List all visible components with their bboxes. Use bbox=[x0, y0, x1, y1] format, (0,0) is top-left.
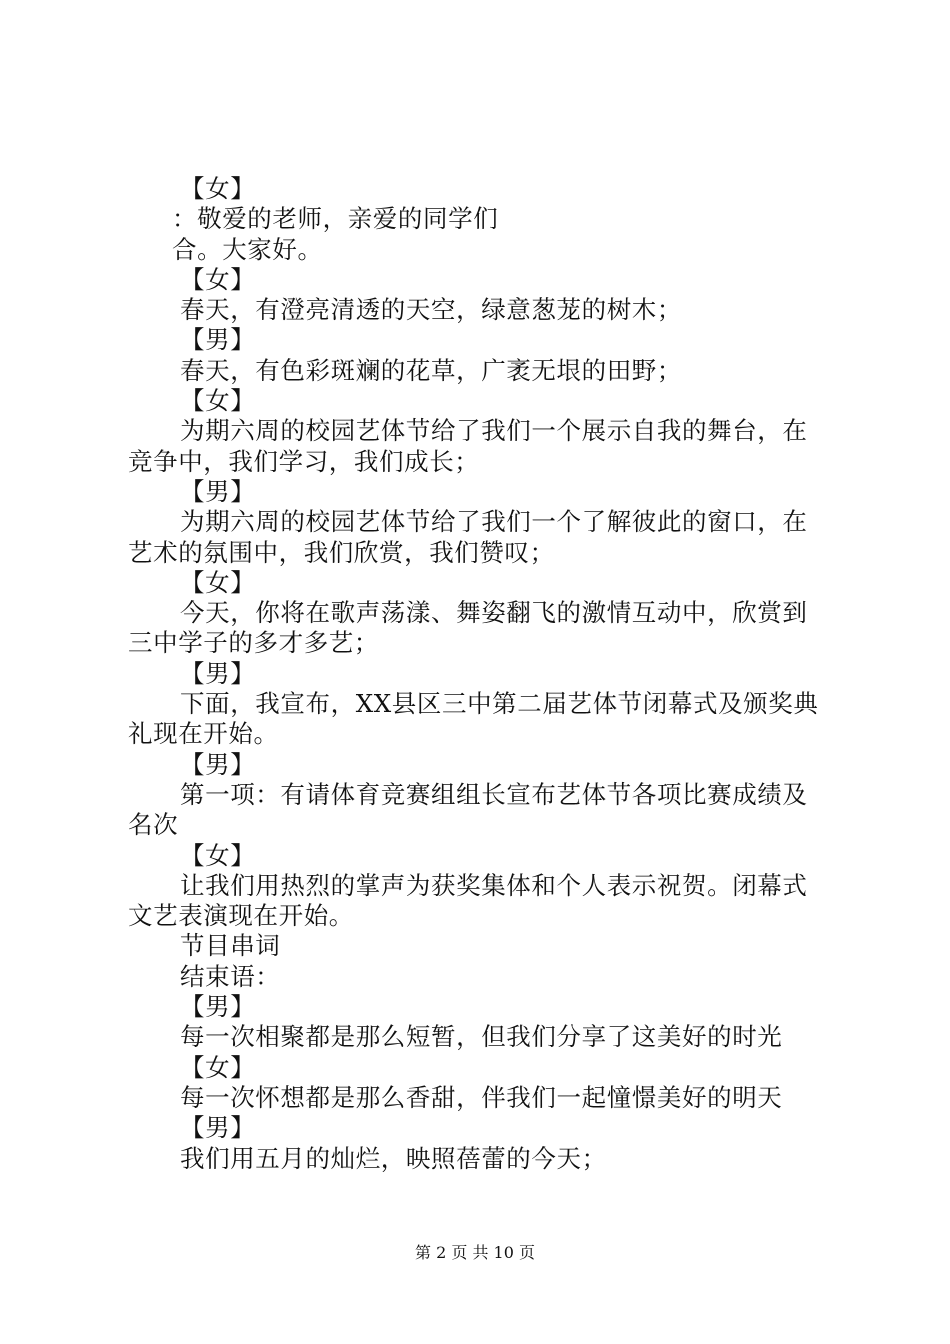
paragraph-line: 让我们用热烈的掌声为获奖集体和个人表示祝贺。闭幕式 bbox=[180, 870, 808, 900]
paragraph-line: 我们用五月的灿烂，映照蓓蕾的今天； bbox=[180, 1143, 607, 1173]
paragraph-line: 名次 bbox=[128, 810, 179, 840]
speaker-label: 【男】 bbox=[180, 992, 256, 1022]
paragraph-line: 第一项：有请体育竞赛组组长宣布艺体节各项比赛成绩及 bbox=[180, 779, 808, 809]
paragraph-line: 文艺表演现在开始。 bbox=[128, 901, 354, 931]
paragraph-line: 为期六周的校园艺体节给了我们一个了解彼此的窗口，在 bbox=[180, 507, 808, 537]
paragraph-line: 结束语： bbox=[180, 961, 281, 991]
paragraph-line: 每一次怀想都是那么香甜，伴我们一起憧憬美好的明天 bbox=[180, 1082, 783, 1112]
speaker-label: 【女】 bbox=[180, 264, 256, 294]
speaker-label: 【女】 bbox=[180, 1052, 256, 1082]
speaker-label: 【女】 bbox=[180, 567, 256, 597]
speaker-label: 【女】 bbox=[180, 174, 256, 203]
paragraph-line: 春天，有色彩斑斓的花草，广袤无垠的田野； bbox=[180, 355, 682, 385]
speaker-label: 【男】 bbox=[180, 476, 256, 506]
paragraph-line: 艺术的氛围中，我们欣赏，我们赞叹； bbox=[128, 537, 555, 567]
paragraph-line: 礼现在开始。 bbox=[128, 719, 279, 749]
paragraph-line: 三中学子的多才多艺； bbox=[128, 628, 379, 658]
speaker-label: 【男】 bbox=[180, 1113, 256, 1143]
paragraph-line: ：敬爱的老师，亲爱的同学们 bbox=[172, 204, 499, 234]
speaker-label: 【男】 bbox=[180, 658, 256, 688]
paragraph-line: 每一次相聚都是那么短暂，但我们分享了这美好的时光 bbox=[180, 1022, 783, 1052]
paragraph-line: 节目串词 bbox=[180, 931, 281, 961]
speaker-label: 【女】 bbox=[180, 386, 256, 416]
paragraph-line: 合。大家好。 bbox=[172, 234, 323, 264]
paragraph-line: 春天，有澄亮清透的天空，绿意葱茏的树木； bbox=[180, 295, 682, 325]
speaker-label: 【男】 bbox=[180, 325, 256, 355]
paragraph-line: 为期六周的校园艺体节给了我们一个展示自我的舞台，在 bbox=[180, 416, 808, 446]
document-body bbox=[128, 174, 840, 1174]
speaker-label: 【女】 bbox=[180, 840, 256, 870]
paragraph-line: 今天，你将在歌声荡漾、舞姿翻飞的激情互动中，欣赏到 bbox=[180, 598, 808, 628]
page-footer: 第 2 页 共 10 页 bbox=[415, 1243, 535, 1262]
paragraph-line: 竞争中，我们学习，我们成长； bbox=[128, 446, 480, 476]
paragraph-line: 下面，我宣布，XX县区三中第二届艺体节闭幕式及颁奖典 bbox=[180, 689, 819, 719]
speaker-label: 【男】 bbox=[180, 749, 256, 779]
